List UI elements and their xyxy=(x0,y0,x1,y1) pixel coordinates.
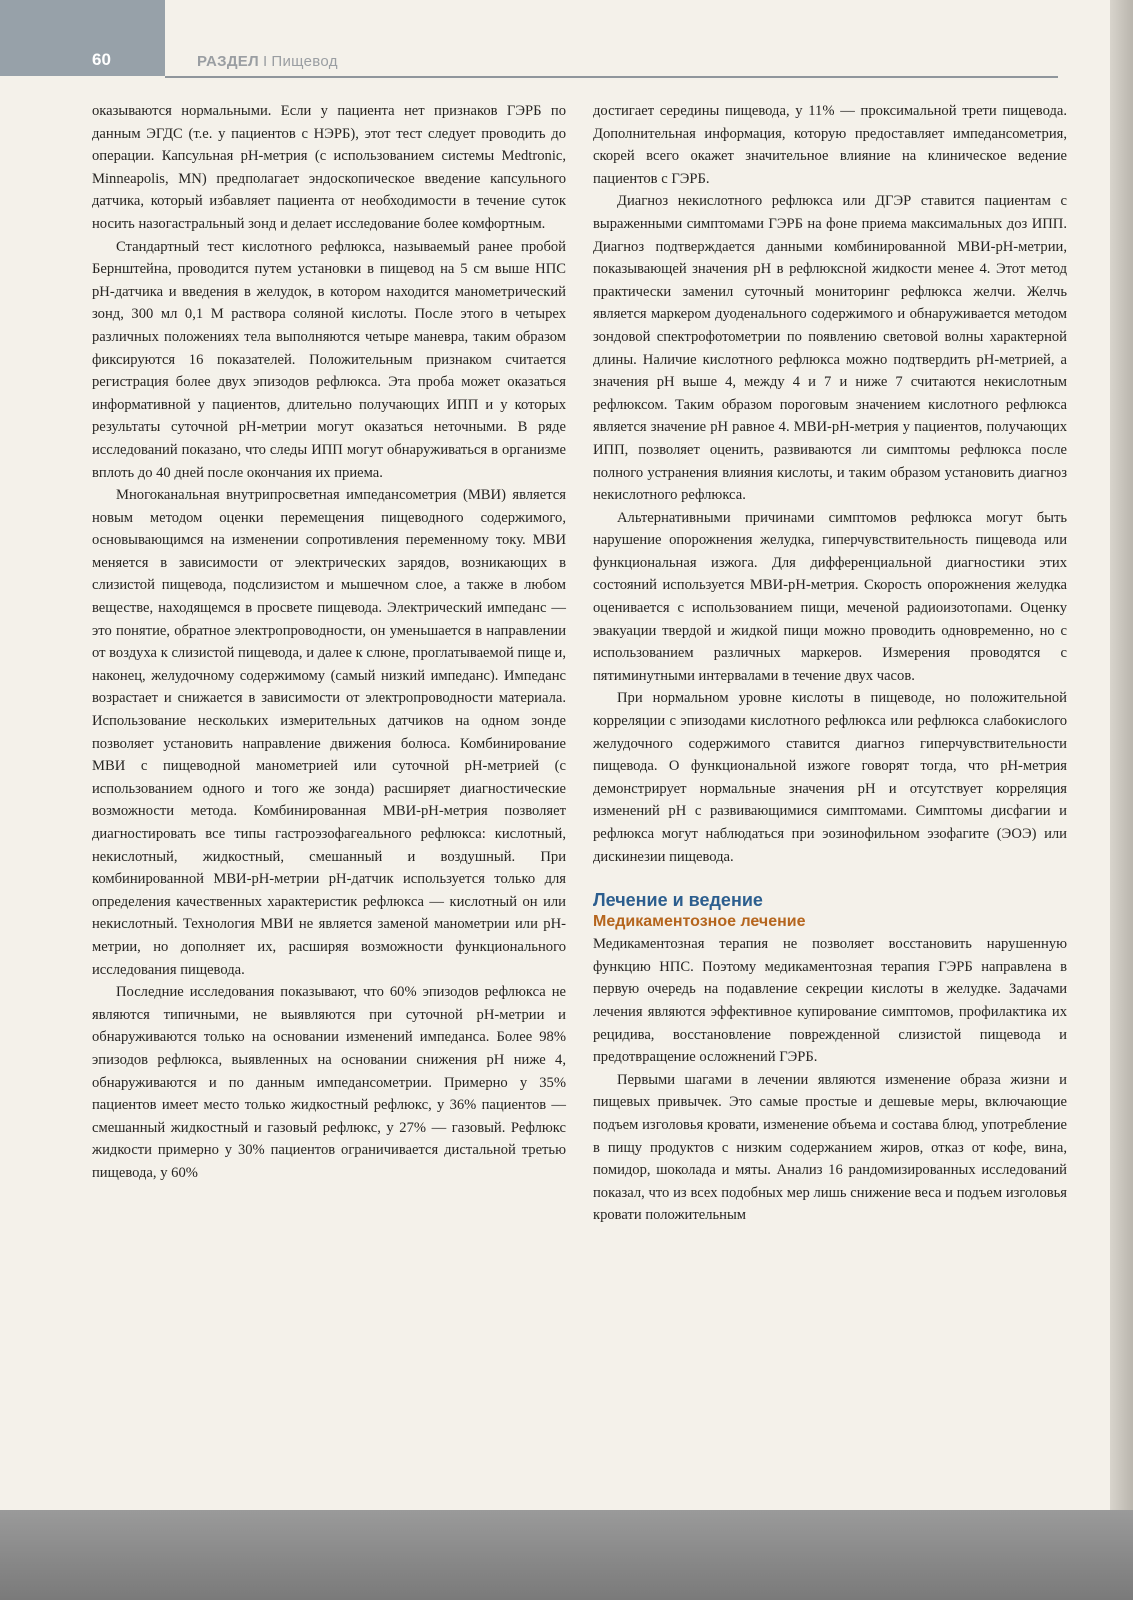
body-paragraph: Последние исследования показывают, что 60% эпизодов рефлюкса не являются типичными, не выявляются при суточной рН-метрии и обнаруживаются только на основании изменений импеданса. Более 98% эпизодов рефлюкса, выявленных на основании снижения рН ниже 4, обнаруживаются и по данным импедансометрии. Примерно у 35% пациентов имеет место только жидкостный рефлюкс, у 36% пациентов — смешанный жидкостный и газовый рефлюкс, у 27% — газовый. Рефлюкс жидкости примерно у 30% пациентов ограничивается дистальной третью пищевода, у 60% xyxy=(92,984,566,1181)
running-header xyxy=(197,53,338,70)
body-paragraph: оказываются нормальными. Если у пациента нет признаков ГЭРБ по данным ЭГДС (т.е. у пациентов с НЭРБ), этот тест следует проводить до операции. Капсульная рН-метрия (с использованием системы Medtronic, Minneapolis, MN) предполагает эндоскопическое введение капсульного датчика, который избавляет пациента от необходимости в течение суток носить назогастральный зонд и делает исследование более комфортным. xyxy=(92,103,566,232)
page-number-box xyxy=(0,0,165,76)
page-edge-shadow xyxy=(1110,0,1133,1600)
body-paragraph: Многоканальная внутрипросветная импедансометрия (МВИ) является новым методом оценки перемещения пищеводного содержимого, основывающимся на изменении сопротивления переменному току. МВИ меняется в зависимости от электрических зарядов, возникающих в слизистой пищевода, подслизистом и мышечном слое, а также в любом веществе, находящемся в просвете пищевода. Электрический импеданс — это понятие, обратное электропроводности, он уменьшается в направлении от воздуха к слизистой пищевода, и далее к слюне, проглатываемой пище и, наконец, желудочному содержимому (самый низкий импеданс). Импеданс возрастает и снижается в зависимости от электропроводности материала. Использование нескольких измерительных датчиков на одном зонде позволяет установить направление движения болюса. Комбинирование МВИ с пищеводной манометрией или суточной рН-метрией (с использованием одного и того же зонда) расширяет диагностические возможности метода. Комбинированная МВИ-рН-метрия позволяет диагностировать все типы гастроэзофагеального рефлюкса: кислотный, некислотный, жидкостный, смешанный и воздушный. При комбинированной МВИ-рН-метрии рН-датчик используется только для определения качественных характеристик рефлюкса — кислотный он или некислотный. Технология МВИ не является заменой манометрии или рН-метрии, но дополняет их, расширяя возможности функционального исследования пищевода. xyxy=(92,487,566,978)
body-paragraph: Первыми шагами в лечении являются изменение образа жизни и пищевых привычек. Это самые простые и дешевые меры, включающие подъем изголовья кровати, изменение объема и состава блюд, употребление в пищу продуктов с низким содержанием жиров, отказ от кофе, вина, помидор, шоколада и мяты. Анализ 16 рандомизированных исследований показал, что из всех подобных мер лишь снижение веса и подъем изголовья кровати положительным xyxy=(593,1071,1067,1224)
body-paragraph: При нормальном уровне кислоты в пищеводе, но положительной корреляции с эпизодами кислотного рефлюкса или рефлюкса слабокислого желудочного содержимого ставится диагноз гиперчувствительности пищевода. О функциональной изжоге говорят тогда, что рН-метрия демонстрирует нормальные значения рН и отсутствует корреляция изменений рН с развивающимися симптомами. Симптомы дисфагии и рефлюкса могут наблюдаться при эозинофильном эзофагите (ЭОЭ) или дискинезии пищевода. xyxy=(593,690,1067,865)
section-label: РАЗДЕЛ xyxy=(197,53,259,70)
left-column xyxy=(92,100,566,1185)
section-heading: Лечение и ведение xyxy=(593,890,763,911)
body-paragraph: достигает середины пищевода, у 11% — проксимальной трети пищевода. Дополнительная информация, которую предоставляет импедансометрия, скорей всего окажет значительное влияние на клиническое ведение пациентов с ГЭРБ. xyxy=(593,103,1067,187)
body-paragraph: Альтернативными причинами симптомов рефлюкса могут быть нарушение опорожнения желудка, гиперчувствительность пищевода или функциональная изжога. Для дифференциальной диагностики этих состояний используется МВИ-рН-метрия. Скорость опорожнения желудка оценивается с использованием пищи, меченой радиоизотопами. Оценку эвакуации твердой и жидкой пищи можно проводить одновременно, но с использованием различных маркеров. Измерения проводятся с пятиминутными интервалами в течение двух часов. xyxy=(593,509,1067,684)
body-paragraph: Стандартный тест кислотного рефлюкса, называемый ранее пробой Бернштейна, проводится путем установки в пищевод на 5 см выше НПС рН-датчика и введения в желудок, в котором находится манометрический зонд, 300 мл 0,1 М раствора соляной кислоты. После этого в четырех различных положениях тела выполняются четыре маневра, таким образом фиксируются 16 показателей. Положительным признаком считается регистрация более двух эпизодов рефлюкса. Эта проба может оказаться информативной у пациентов, длительно получающих ИПП и у которых результаты суточной рН-метрии могут оказаться неточными. В ряде исследований показано, что следы ИПП могут обнаруживаться в организме вплоть до 40 дней после окончания их приема. xyxy=(92,238,566,481)
section-separator: I xyxy=(262,53,268,70)
section-title: Пищевод xyxy=(271,53,338,70)
header-rule xyxy=(165,76,1058,78)
page-number: 60 xyxy=(92,50,111,69)
scanner-background xyxy=(0,1510,1133,1600)
body-paragraph: Медикаментозная терапия не позволяет восстановить нарушенную функцию НПС. Поэтому медикаментозная терапия ГЭРБ направлена в первую очередь на подавление секреции кислоты в желудке. Задачами лечения являются эффективное купирование симптомов, профилактика их рецидива, восстановление поврежденной слизистой пищевода и предотвращение осложнений ГЭРБ. xyxy=(593,936,1067,1066)
body-paragraph: Диагноз некислотного рефлюкса или ДГЭР ставится пациентам с выраженными симптомами ГЭРБ на фоне приема максимальных доз ИПП. Диагноз подтверждается данными комбинированной МВИ-рН-метрии, показывающей значения рН в рефлюксной жидкости менее 4. Этот метод практически заменил суточный мониторинг рефлюкса желчи. Желчь является маркером дуоденального содержимого и обнаруживается методом зондовой спектрофотометрии по появлению световой волны характерной длины. Наличие кислотного рефлюкса можно подтвердить рН-метрией, а значения рН выше 4, между 4 и 7 и ниже 7 считаются некислотным рефлюксом. Таким образом пороговым значением кислотного рефлюкса является значение рН равное 4. МВИ-рН-метрия у пациентов, получающих ИПП, позволяет оценить, развиваются ли симптомы рефлюкса после полного устранения влияния кислоты, и таким образом установить диагноз некислотного рефлюкса. xyxy=(593,193,1067,504)
right-column xyxy=(593,100,1067,1227)
subsection-heading: Медикаментозное лечение xyxy=(593,913,806,931)
